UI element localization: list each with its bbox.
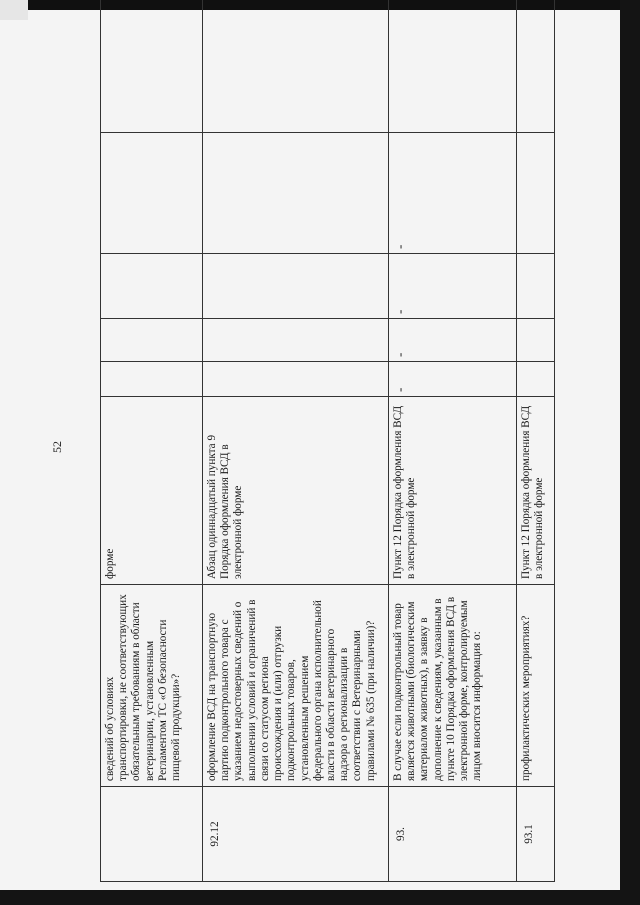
row-comment: - (389, 133, 517, 254)
scan-corner (0, 0, 28, 20)
row-extra (101, 0, 203, 133)
row-comment (517, 133, 555, 254)
row-extra (203, 0, 389, 133)
table-row (517, 0, 555, 882)
row-mark-yes (203, 362, 389, 397)
row-comment (101, 133, 203, 254)
row-mark-no: - (389, 319, 517, 362)
row-mark-yes (101, 362, 203, 397)
row-question: сведений об условиях транспортировки, не соответствующих обязательным требованиям в области ветеринарии, установленным Регламентом ТС «О безопасности пищевой продукции»? (101, 585, 203, 787)
row-extra (389, 0, 517, 133)
row-question: профилактических мероприятиях? (517, 585, 555, 787)
row-mark-no (517, 319, 555, 362)
row-mark-yes (517, 362, 555, 397)
table-row (203, 0, 389, 882)
row-mark-no (203, 319, 389, 362)
row-reference: Пункт 12 Порядка оформления ВСД в электронной форме (389, 397, 517, 585)
table-row (101, 0, 203, 882)
row-mark-na (517, 254, 555, 319)
row-number: 93.1 (517, 787, 555, 882)
checklist-table-rotated (100, 89, 555, 882)
row-mark-na: - (389, 254, 517, 319)
checklist-table (100, 0, 555, 882)
row-mark-na (203, 254, 389, 319)
row-mark-na (101, 254, 203, 319)
table-row (389, 0, 517, 882)
scan-border-bottom (0, 890, 640, 905)
row-number: 93. (389, 787, 517, 882)
scan-border-right (620, 0, 640, 905)
row-mark-yes: - (389, 362, 517, 397)
page-number: 52 (50, 441, 64, 453)
row-reference: форме (101, 397, 203, 585)
row-reference: Абзац одиннадцатый пункта 9 Порядка оформления ВСД в электронной форме (203, 397, 389, 585)
row-mark-no (101, 319, 203, 362)
row-number (101, 787, 203, 882)
row-comment (203, 133, 389, 254)
row-extra (517, 0, 555, 133)
row-question: В случае если подконтрольный товар является животными (биологическим материалом животных), в заявку в дополнение к сведениям, указанным в пункте 10 Порядка оформления ВСД в электронной форме, контролируемым лицом вносится информация о: (389, 585, 517, 787)
row-reference: Пункт 12 Порядка оформления ВСД в электронной форме (517, 397, 555, 585)
row-question: оформление ВСД на транспортную партию подконтрольного товара с указанием недостоверных сведений о выполнении условий и ограничений в связи со статусом региона происхождения и (или) отгрузки подконтрольных товаров, установленным решением федерального органа исполнительной власти в области ветеринарного надзора о регионализации в соответствии с Ветеринарными правилами № 635 (при наличии)? (203, 585, 389, 787)
row-number: 92.12 (203, 787, 389, 882)
